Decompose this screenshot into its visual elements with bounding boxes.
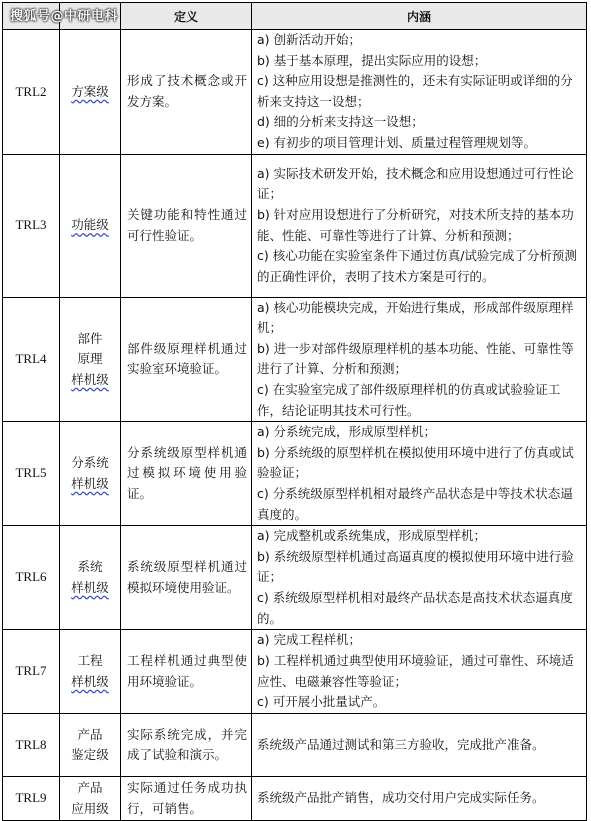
trl-name: [60, 422, 121, 526]
trl-name-line: 功能级: [71, 217, 109, 233]
trl-content: [252, 422, 587, 526]
trl-definition: 关键功能和特性通过可行性验证。: [121, 154, 252, 297]
trl-name-line: 应用级: [71, 800, 109, 816]
content-line: b) 分系统级的原型样机在模拟使用环境中进行了仿真或试验验证；: [257, 444, 574, 481]
trl-name: [60, 714, 121, 777]
content-line: a) 核心功能模块完成，开始进行集成，形成部件级原理样机；: [257, 299, 574, 336]
trl-name-line: 样机级: [71, 579, 109, 595]
table-row: [3, 154, 587, 297]
content-line: c) 分系统级原型样机相对最终产品状态是中等技术状态逼真度的。: [257, 485, 573, 522]
trl-content: [252, 297, 587, 422]
trl-name-line: 样机级: [71, 371, 109, 387]
content-line: a) 创新活动开始；: [257, 32, 362, 47]
trl-definition: 系统级原型样机通过模拟环境使用验证。: [121, 526, 252, 630]
table-row: [3, 422, 587, 526]
table-row: [3, 714, 587, 777]
content-line: a) 完成工程样机；: [257, 632, 362, 648]
trl-name-line: 系统: [77, 559, 103, 575]
trl-name-line: 原理: [77, 351, 103, 367]
trl-name: [60, 297, 121, 422]
header-content: 内涵: [252, 3, 587, 30]
content-line: c) 可开展小批量试产。: [257, 694, 386, 710]
trl-content: [252, 714, 587, 777]
content-line: c) 这种应用设想是推测性的，还未有实际证明或详细的分析来支持这一设想；: [257, 73, 573, 109]
trl-content: [252, 526, 587, 630]
trl-definition: 实际通过任务成功执行，可销售。: [121, 777, 252, 821]
header-definition: 定义: [121, 3, 252, 30]
table-row: [3, 30, 587, 155]
trl-definition: 实际系统完成，并完成了试验和演示。: [121, 714, 252, 777]
trl-name: [60, 630, 121, 714]
content-line: 系统级产品批产销售，成功交付用户完成实际任务。: [257, 790, 545, 806]
trl-code: TRL7: [3, 630, 60, 714]
trl-code: TRL2: [3, 30, 60, 155]
content-line: a) 实际技术研发开始，技术概念和应用设想通过可行性论证；: [257, 165, 574, 202]
trl-definition: 工程样机通过典型使用环境验证。: [121, 630, 252, 714]
trl-name-line: 产品: [77, 780, 103, 796]
trl-code: TRL4: [3, 297, 60, 422]
trl-definition: 分系统级原型样机通过模拟环境使用验证。: [121, 422, 252, 526]
content-line: e) 有初步的项目管理计划、质量过程管理规划等。: [257, 134, 537, 150]
trl-name-line: 产品: [77, 726, 103, 742]
trl-code: TRL8: [3, 714, 60, 777]
trl-content: [252, 30, 587, 155]
trl-code: TRL6: [3, 526, 60, 630]
trl-name-line: 工程: [77, 653, 103, 669]
trl-name: [60, 777, 121, 821]
trl-code: TRL3: [3, 154, 60, 297]
table-row: [3, 526, 587, 630]
trl-name-line: 方案级: [71, 83, 109, 99]
trl-name: [60, 526, 121, 630]
trl-name: [60, 154, 121, 297]
content-line: c) 在实验室完成了部件级原理样机的仿真或试验验证工作，结论证明其技术可行性。: [257, 381, 561, 418]
trl-table: [2, 2, 587, 821]
content-line: a) 完成整机或系统集成，形成原型样机；: [257, 528, 487, 544]
table-row: [3, 777, 587, 821]
content-line: d) 细的分析来支持这一设想；: [257, 114, 424, 130]
trl-content: [252, 154, 587, 297]
trl-definition: 形成了技术概念或开发方案。: [121, 30, 252, 155]
table-row: [3, 297, 587, 422]
content-line: b) 进一步对部件级原理样机的基本功能、性能、可靠性等进行了计算、分析和预测；: [257, 340, 574, 377]
trl-name: [60, 30, 121, 155]
content-line: b) 针对应用设想进行了分析研究，对技术所支持的基本功能、性能、可靠性等进行了计算、分析和预测；: [257, 206, 574, 243]
trl-content: [252, 777, 587, 821]
content-line: 系统级产品通过测试和第三方验收，完成批产准备。: [257, 736, 545, 752]
trl-definition: 部件级原理样机通过实验室环境验证。: [121, 297, 252, 422]
content-line: b) 基于基本原理，提出实际应用的设想；: [257, 52, 487, 68]
trl-name-line: 样机级: [71, 673, 109, 689]
trl-content: [252, 630, 587, 714]
trl-name-line: 部件: [77, 330, 103, 346]
trl-code: TRL5: [3, 422, 60, 526]
trl-code: TRL9: [3, 777, 60, 821]
table-row: [3, 630, 587, 714]
content-line: c) 系统级原型样机相对最终产品状态是高技术状态逼真度的。: [257, 589, 573, 626]
content-line: a) 分系统完成，形成原型样机；: [257, 424, 437, 440]
content-line: c) 核心功能在实验室条件下通过仿真/试验完成了分析预测的正确性评价，表明了技术方案是可行的。: [257, 248, 577, 284]
trl-name-line: 分系统: [71, 455, 109, 471]
watermark-text: 搜狐号@中研电科: [10, 9, 119, 24]
trl-name-line: 样机级: [71, 475, 109, 491]
trl-name-line: 鉴定级: [71, 747, 109, 763]
content-line: b) 系统级原型样机通过高逼真度的模拟使用环境中进行验证；: [257, 548, 574, 585]
content-line: b) 工程样机通过典型使用环境验证，通过可靠性、环境适应性、电磁兼容性等验证；: [257, 653, 574, 689]
